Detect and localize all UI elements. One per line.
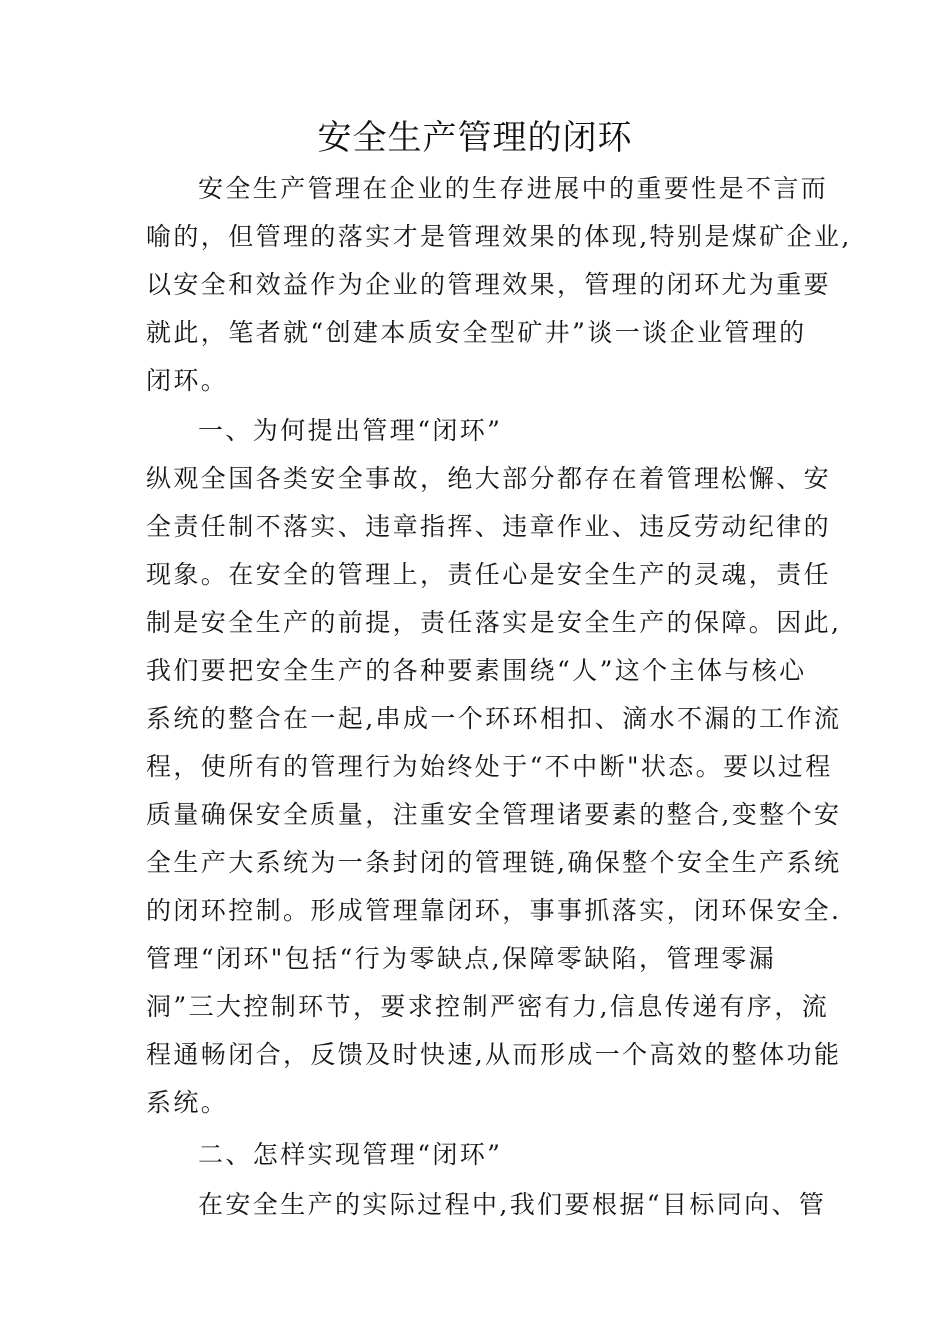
paragraph-line: 的闭环控制。形成管理靠闭环，事事抓落实，闭环保安全. [146,896,842,925]
section-heading: 一、为何提出管理“闭环” [198,416,503,445]
paragraph-line: 就此，笔者就“创建本质安全型矿井”谈一谈企业管理的 [146,318,807,347]
paragraph-line: 制是安全生产的前提，责任落实是安全生产的保障。因此, [146,608,842,637]
paragraph-line: 安全生产管理在企业的生存进展中的重要性是不言而 [198,174,829,203]
document-title: 安全生产管理的闭环 [317,118,633,158]
paragraph-line: 在安全生产的实际过程中,我们要根据“目标同向、管 [198,1190,827,1219]
section-heading: 二、怎样实现管理“闭环” [198,1140,503,1169]
paragraph-line: 管理“闭环"包括“行为零缺点,保障零缺陷，管理零漏 [146,944,777,973]
paragraph-line: 全责任制不落实、违章指挥、违章作业、违反劳动纪律的 [146,512,832,541]
paragraph-line: 程，使所有的管理行为始终处于“不中断"状态。要以过程 [146,752,833,781]
paragraph-line: 我们要把安全生产的各种要素围绕“人”这个主体与核心 [146,656,807,685]
paragraph-line: 纵观全国各类安全事故，绝大部分都存在着管理松懈、安 [146,464,832,493]
paragraph-line: 程通畅闭合，反馈及时快速,从而形成一个高效的整体功能 [146,1040,842,1069]
paragraph-line: 全生产大系统为一条封闭的管理链,确保整个安全生产系统 [146,848,842,877]
paragraph-line: 系统的整合在一起,串成一个环环相扣、滴水不漏的工作流 [146,704,842,733]
paragraph-line: 系统。 [146,1088,229,1117]
paragraph-line: 洞”三大控制环节，要求控制严密有力,信息传递有序，流 [146,992,830,1021]
paragraph-line: 以安全和效益作为企业的管理效果，管理的闭环尤为重要 [146,270,832,299]
paragraph-line: 质量确保安全质量，注重安全管理诸要素的整合,变整个安 [146,800,842,829]
paragraph-line: 现象。在安全的管理上，责任心是安全生产的灵魂，责任 [146,560,832,589]
paragraph-line: 喻的，但管理的落实才是管理效果的体现,特别是煤矿企业, [146,222,852,251]
paragraph-line: 闭环。 [146,366,229,395]
